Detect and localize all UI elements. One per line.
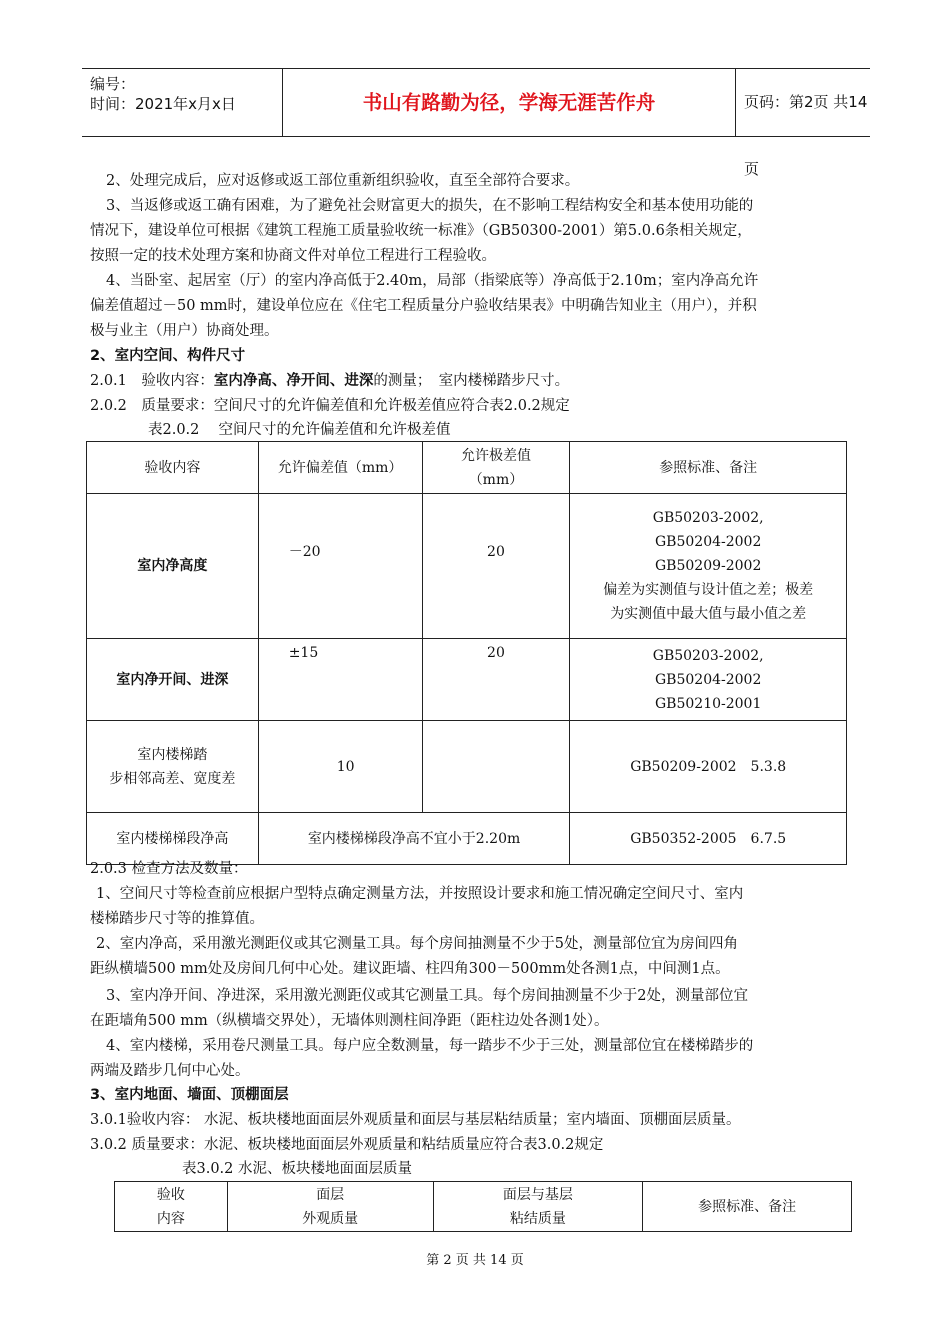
spatial-tolerance-table	[86, 441, 847, 865]
header-meta	[82, 69, 282, 136]
floor-surface-table	[114, 1181, 852, 1232]
clause-2-0-2: 2.0.2 质量要求：空间尺寸的允许偏差值和允许极差值应符合表2.0.2规定	[90, 398, 570, 414]
header-cell-line: 面层与基层	[502, 1186, 573, 1203]
row-reference	[570, 494, 847, 639]
paragraph-line: 楼梯踏步尺寸等的推算值。	[90, 911, 264, 927]
reference-line: GB50203-2002,	[652, 510, 764, 526]
row-reference: GB50209-2002 5.3.8	[570, 721, 847, 813]
row-range: 20	[422, 494, 570, 639]
header-cell	[422, 442, 570, 494]
header-page-number: 页码：第2页 共14页	[744, 93, 868, 178]
header-cell-line: 外观质量	[302, 1210, 359, 1227]
paragraph-line: 3、当返修或返工确有困难，为了避免社会财富更大的损失，在不影响工程结构安全和基本使用功能的	[106, 198, 754, 214]
paragraph-line: 偏差值超过－50 mm时，建设单位应在《住宅工程质量分户验收结果表》中明确告知业主（用户），并积	[90, 298, 757, 314]
reference-line: GB50210-2001	[655, 695, 762, 712]
paragraph-line: 在距墙角500 mm（纵横墙交界处），无墙体则测柱间净距（距柱边处各测1处）。	[90, 1013, 609, 1029]
header-cell	[115, 1182, 228, 1232]
row-item: 室内楼梯梯段净高	[87, 813, 259, 865]
table-header-row	[115, 1182, 852, 1232]
table-row	[87, 721, 847, 813]
row-item: 室内净开间、进深	[87, 639, 259, 721]
reference-line: GB50203-2002,	[652, 647, 764, 664]
date-label: 时间：2021年x月x日	[90, 95, 236, 113]
clause-3-0-1: 3.0.1验收内容： 水泥、板块楼地面面层外观质量和面层与基层粘结质量；室内墙面、顶棚面层质量。	[90, 1112, 741, 1128]
section-heading: 2、室内空间、构件尺寸	[90, 348, 246, 364]
row-deviation: 10	[258, 721, 422, 813]
row-deviation: ±15	[258, 639, 422, 721]
section-heading: 3、室内地面、墙面、顶棚面层	[90, 1087, 289, 1103]
header-cell: 参照标准、备注	[570, 442, 847, 494]
page-header	[82, 68, 870, 178]
header-cell-line: 允许极差值	[460, 447, 531, 464]
table-row	[87, 813, 847, 865]
row-deviation: －20	[258, 494, 422, 639]
row-item-line: 步相邻高差、宽度差	[109, 770, 236, 787]
table-header-row	[87, 442, 847, 494]
row-range: 20	[422, 639, 570, 721]
row-item: 室内净高度	[87, 494, 259, 639]
reference-line: GB50204-2002	[655, 534, 762, 550]
clause-prefix: 2.0.1 验收内容：	[90, 373, 214, 389]
row-reference: GB50352-2005 6.7.5	[570, 813, 847, 865]
paragraph-line: 2、处理完成后，应对返修或返工部位重新组织验收，直至全部符合要求。	[106, 173, 580, 189]
header-motto: 书山有路勤为径，学海无涯苦作舟	[282, 69, 736, 136]
header-cell	[433, 1182, 643, 1232]
row-merged-requirement: 室内楼梯梯段净高不宜小于2.20m	[258, 813, 570, 865]
header-cell	[227, 1182, 433, 1232]
header-cell: 参照标准、备注	[643, 1182, 852, 1232]
paragraph-line: 按照一定的技术处理方案和协商文件对单位工程进行工程验收。	[90, 248, 496, 264]
header-cell-line: 验收	[156, 1186, 185, 1203]
clause-2-0-3-title: 2.0.3 检查方法及数量：	[90, 861, 248, 877]
page-footer: 第 2 页 共 14 页	[426, 1253, 524, 1268]
row-reference	[570, 639, 847, 721]
row-item	[87, 721, 259, 813]
header-cell: 验收内容	[87, 442, 259, 494]
header-cell-line: （mm）	[468, 471, 524, 488]
paragraph-line: 2、室内净高，采用激光测距仪或其它测量工具。每个房间抽测量不少于5处，测量部位宜为房间四角	[96, 936, 738, 952]
paragraph-line: 4、室内楼梯，采用卷尺测量工具。每户应全数测量，每一踏步不少于三处，测量部位宜在楼梯踏步的	[106, 1038, 754, 1054]
reference-line: 偏差为实测值与设计值之差；极差	[603, 582, 814, 598]
paragraph-line: 极与业主（用户）协商处理。	[90, 323, 279, 339]
clause-suffix: 的测量； 室内楼梯踏步尺寸。	[373, 373, 570, 389]
clause-bold: 室内净高、净开间、进深	[213, 373, 374, 389]
table-caption: 表3.0.2 水泥、板块楼地面面层质量	[182, 1161, 413, 1177]
paragraph-line: 距纵横墙500 mm处及房间几何中心处。建议距墙、柱四角300－500mm处各测1点，中间测1点。	[90, 961, 730, 977]
row-item-line: 室内楼梯踏	[137, 746, 208, 763]
table-row	[87, 494, 847, 639]
table-row	[87, 639, 847, 721]
header-cell-line: 面层	[316, 1186, 345, 1203]
reference-line: GB50204-2002	[655, 671, 762, 688]
reference-line: 为实测值中最大值与最小值之差	[610, 606, 807, 622]
row-range	[422, 721, 570, 813]
table-caption: 表2.0.2 空间尺寸的允许偏差值和允许极差值	[148, 422, 451, 438]
paragraph-line: 4、当卧室、起居室（厅）的室内净高低于2.40m，局部（指梁底等）净高低于2.10m；室内净高允许	[106, 273, 759, 289]
paragraph-line: 3、室内净开间、净进深，采用激光测距仪或其它测量工具。每个房间抽测量不少于2处，测量部位宜	[106, 988, 748, 1004]
header-cell-line: 内容	[156, 1210, 185, 1227]
paragraph-line: 情况下，建设单位可根据《建筑工程施工质量验收统一标准》（GB50300-2001）第5.0.6条相关规定，	[90, 223, 752, 239]
clause-3-0-2: 3.0.2 质量要求：水泥、板块楼地面面层外观质量和粘结质量应符合表3.0.2规定	[90, 1137, 604, 1153]
header-cell-line: 粘结质量	[509, 1210, 566, 1227]
doc-number-label: 编号：	[90, 75, 136, 93]
clause-2-0-1	[90, 370, 865, 392]
reference-line: GB50209-2002	[655, 558, 762, 574]
header-cell: 允许偏差值（mm）	[258, 442, 422, 494]
paragraph-line: 两端及踏步几何中心处。	[90, 1063, 250, 1079]
paragraph-line: 1、空间尺寸等检查前应根据户型特点确定测量方法，并按照设计要求和施工情况确定空间尺寸、室内	[96, 886, 744, 902]
